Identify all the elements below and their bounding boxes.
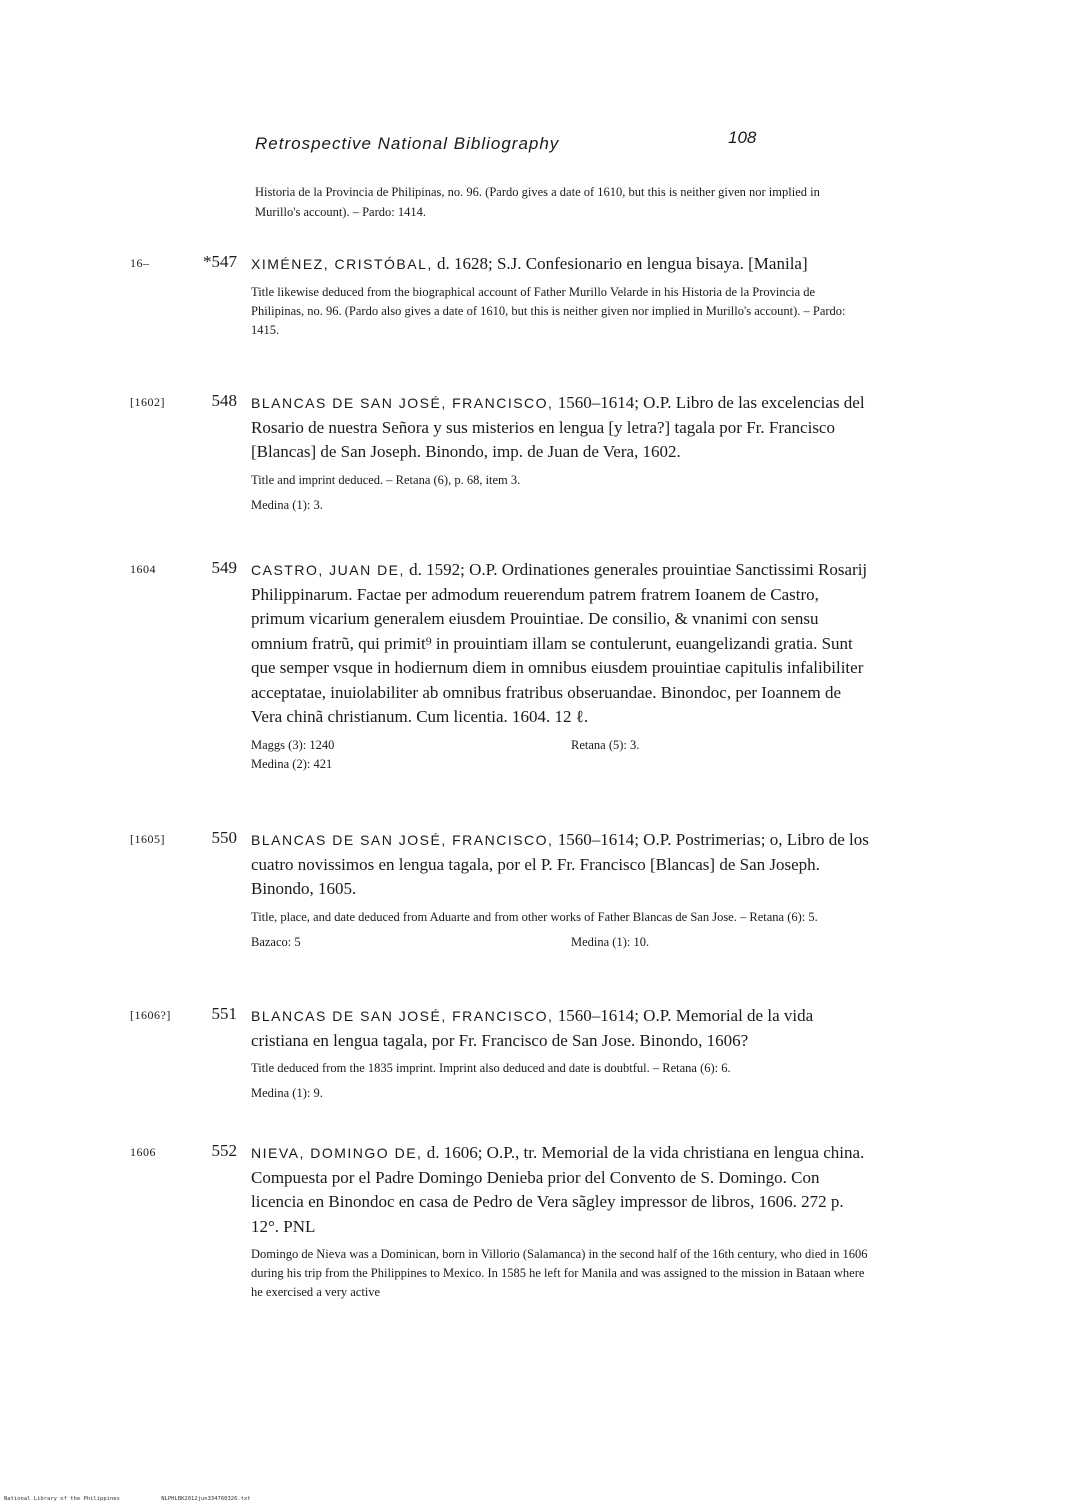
entry-body — [251, 828, 871, 952]
entry-body — [251, 252, 871, 340]
entry-note: Domingo de Nieva was a Dominican, born in Villorio (Salamanca) in the second half of the 16th century, who died in 1606 during his trip from the Philippines to Mexico. In 1585 he left for Manila and was assigned to the mission in Bataan where he exercised a very active — [251, 1247, 868, 1299]
continued-note: Historia de la Provincia de Philipinas, no. 96. (Pardo gives a date of 1610, but this is neither given nor implied in Murillo's account). – Pardo: 1414. — [255, 185, 820, 219]
entry-date: 16– — [130, 256, 150, 270]
entry-note: Title and imprint deduced. – Retana (6), p. 68, item 3. — [251, 472, 521, 487]
reference: Medina (2): 421 — [251, 756, 333, 771]
entry-main-text — [251, 1004, 871, 1053]
entry-main-text — [251, 252, 871, 277]
entry-main-text — [251, 828, 871, 902]
entry-author: BLANCAS DE SAN JOSÉ, FRANCISCO, — [251, 832, 554, 848]
entry-title: d. 1606; O.P., tr. Memorial de la vida christiana en lengua china. Compuesta por el Padre Domingo Denieba prior del Convento de S. Domingo. Con licencia en Binondoc en casa de Pedro de Vera sãgley impressor de libros, 1606. 272 p. 12°. PNL — [251, 1143, 865, 1236]
entry-author: XIMÉNEZ, CRISTÓBAL, — [251, 256, 433, 272]
entry-main-text — [251, 1141, 871, 1239]
entry-references — [251, 933, 871, 952]
entry-references — [251, 1084, 871, 1103]
reference: Maggs (3): 1240 — [251, 737, 335, 752]
entry-note: Title likewise deduced from the biographical account of Father Murillo Velarde in his Historia de la Provincia de Philipinas, no. 96. (Pardo also gives a date of 1610, but this is neither given nor implied in Murillo's account). – Pardo: 1415. — [251, 284, 846, 337]
entry-references — [251, 736, 871, 774]
entry-number: *547 — [203, 252, 237, 271]
entry-main-text — [251, 391, 871, 465]
entry-author: NIEVA, DOMINGO DE, — [251, 1145, 423, 1161]
entry-number: 551 — [211, 1004, 237, 1023]
reference: Bazaco: 5 — [251, 934, 301, 949]
entry-body — [251, 1004, 871, 1103]
entry-date: [1602] — [130, 395, 165, 409]
entry-number: 548 — [211, 391, 237, 410]
entry-main-text — [251, 558, 871, 730]
entry-body — [251, 391, 871, 515]
entry-number: 552 — [211, 1141, 237, 1160]
entry-title: d. 1592; O.P. Ordinationes generales prouintiae Sanctissimi Rosarij Philippinarum. Factae per admodum reuerendum patrem fratrem Ioanem de Castro, primum vicarium generalem eiusdem Prouintiae. De consilio, & vnanimi con sensu omnium fratrũ, qui primit⁹ in prouintiam illam se contulerunt, euangelizandi gratia. Sunt que semper vsque in hodiernum diem in omnibus eiusdem prouintiae capitulis infalibiliter acceptatae, inuiolabiliter ab omnibus fratribus obseruandae. Binondoc, per Ioannem de Vera chinã christianum. Cum licentia. 1604. 12 ℓ. — [251, 560, 868, 726]
entry-note: Title, place, and date deduced from Aduarte and from other works of Father Blancas de San Jose. – Retana (6): 5. — [251, 909, 818, 924]
entry-date: 1604 — [130, 562, 156, 576]
entry-note: Title deduced from the 1835 imprint. Imprint also deduced and date is doubtful. – Retana (6): 6. — [251, 1061, 731, 1075]
entry-author: BLANCAS DE SAN JOSÉ, FRANCISCO, — [251, 395, 554, 411]
entry-title: d. 1628; S.J. Confesionario en lengua bisaya. [Manila] — [437, 254, 808, 273]
entry-title: 1560–1614; O.P. Memorial de la vida cristiana en lengua tagala, por Fr. Francisco de San Jose. Binondo, 1606? — [251, 1006, 814, 1050]
scan-footer — [4, 1496, 289, 1502]
footer-file-id: NLPHLBK2012jun334760326.txt — [161, 1496, 251, 1502]
entry-date: [1605] — [130, 832, 165, 846]
reference: Medina (1): 10. — [571, 934, 650, 949]
entry-author: CASTRO, JUAN DE, — [251, 562, 405, 578]
entry-body — [251, 1141, 871, 1302]
entry-number: 550 — [211, 828, 237, 847]
entry-references — [251, 496, 871, 515]
page-number: 108 — [728, 128, 757, 147]
entry-date: 1606 — [130, 1145, 156, 1159]
entry-number: 549 — [211, 558, 237, 577]
footer-library: National Library of the Philippines — [4, 1496, 120, 1502]
running-header-title: Retrospective National Bibliography — [255, 134, 560, 153]
entry-author: BLANCAS DE SAN JOSÉ, FRANCISCO, — [251, 1008, 554, 1024]
reference: Medina (1): 9. — [251, 1086, 323, 1100]
reference: Retana (5): 3. — [571, 737, 640, 752]
entry-title: 1560–1614; O.P. Postrimerias; o, Libro de los cuatro novissimos en lengua tagala, por el P. Fr. Francisco [Blancas] de San Joseph. Binondo, 1605. — [251, 830, 869, 898]
reference: Medina (1): 3. — [251, 497, 323, 512]
entry-date: [1606?] — [130, 1008, 171, 1022]
entry-title: 1560–1614; O.P. Libro de las excelencias del Rosario de nuestra Señora y sus misterios en lengua [y letra?] tagala por Fr. Francisco [Blancas] de San Joseph. Binondo, imp. de Juan de Vera, 1602. — [251, 393, 865, 461]
entry-body — [251, 558, 871, 774]
